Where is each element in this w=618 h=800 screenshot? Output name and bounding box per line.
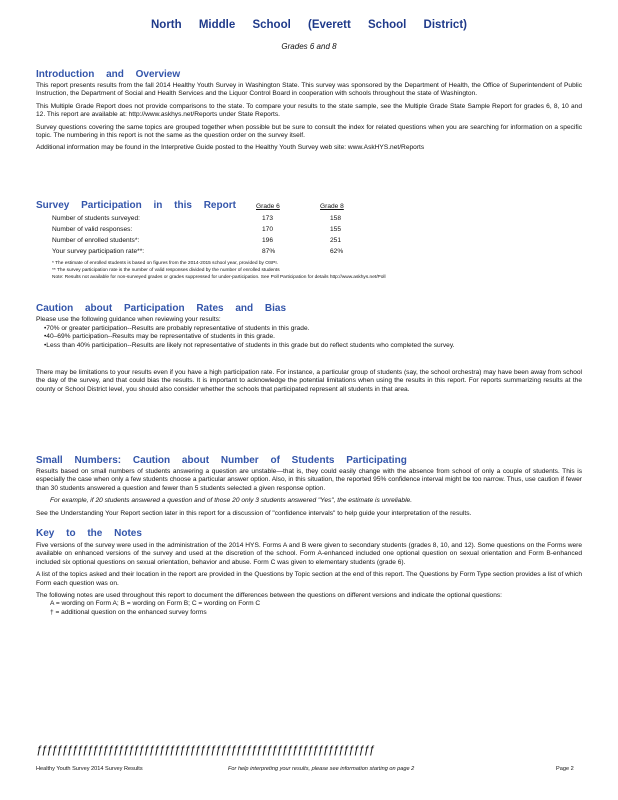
footer-help-text: For help interpreting your results, please see information starting on page 2	[228, 766, 415, 772]
caution-bullets	[44, 325, 582, 350]
small-numbers-example: For example, if 20 students answered a question and of those 20 only 3 students answered "Yes", the estimate is unreliable.	[50, 497, 413, 505]
row-label: Your survey participation rate**:	[52, 248, 145, 255]
intro-section	[36, 82, 582, 153]
notes-paragraph-2: A list of the topics asked and their location in the report are provided in the Questions by Topic section at the end of this report. The Questions by Form Type section provides a list of which Form each question was on.	[36, 571, 582, 587]
intro-paragraph-4: Additional information may be found in the Interpretive Guide posted to the Healthy Youth Survey web site: www.AskHYS.net/Reports	[36, 144, 425, 152]
intro-paragraph-3: Survey questions covering the same topics are grouped together when possible but be sure to consult the index for related questions when you are searching for information on a specific topic. The numbering in this report is not the same as the question order on the survey itself.	[36, 123, 582, 140]
participation-note-2: ** The survey participation rate is the number of valid responses divided by the number of enrolled students	[52, 268, 280, 273]
page-title: North Middle School (Everett School District)	[151, 19, 467, 31]
row-grade-6: 87%	[262, 248, 276, 255]
list-item: •Less than 40% participation--Results are likely not representative of students in this grade but do reflect students who completed the survey.	[44, 341, 455, 349]
list-item: •70% or greater participation--Results are probably representative of students in this grade.	[44, 325, 310, 332]
table-row	[0, 248, 618, 257]
notes-section	[36, 542, 582, 617]
footer-left: Healthy Youth Survey 2014 Survey Results	[36, 766, 143, 772]
notes-paragraph-1: Five versions of the survey were used in the administration of the 2014 HYS. Forms A and B were given to secondary students (grades 8, 10, and 12). Some questions on the Forms were available on enhanced versions of the survey and used at the discretion of the school. Form A-enhanced included one optional question on sexual orientation and Form B-enhanced included six optional questions on sexual orientation, behavior and abuse. Form C was given to elementary students (grade 6).	[36, 542, 582, 566]
small-numbers-paragraph: Results based on small numbers of students answering a question are unstable—that is, they could easily change with the absence from school of only a couple of students. This is especially the case when only a few students choose a particular answer option. Also, in this situation, the reported 95% confidence interval might be too narrow. Thus, use caution if fewer than 30 students answered a question and fewer than 5 students selected a given response option.	[36, 468, 582, 492]
participation-note-3: Note: Results not available for non-surveyed grades or grades suppressed for under-participation. See Poll Participation for details http://www.askhys.net/Poll	[52, 275, 386, 280]
notes-legend-line-2: † = additional question on the enhanced survey forms	[50, 608, 207, 616]
notes-paragraph-3: The following notes are used throughout this report to document the differences between the questions on different versions and indicate the optional questions:	[36, 592, 503, 600]
caution-intro: Please use the following guidance when reviewing your results:	[36, 316, 221, 323]
small-numbers-section	[36, 468, 582, 518]
caution-heading: Caution about Participation Rates and Bias	[36, 303, 287, 314]
page-subtitle: Grades 6 and 8	[281, 42, 337, 51]
intro-heading: Introduction and Overview	[36, 69, 181, 80]
participation-header	[0, 203, 618, 212]
row-grade-6: 173	[262, 215, 274, 222]
row-label: Number of valid responses:	[52, 226, 133, 233]
row-grade-6: 196	[262, 237, 274, 244]
footer-divider: ƒƒƒƒƒƒƒƒƒƒƒƒƒƒƒƒƒƒƒƒƒƒƒƒƒƒƒƒƒƒƒƒƒƒƒƒƒƒƒƒƒƒƒƒƒƒƒƒƒƒƒƒƒƒƒƒƒƒƒƒƒƒƒƒƒƒ	[36, 744, 374, 756]
row-label: Number of students surveyed:	[52, 215, 140, 222]
caution-paragraph: There may be limitations to your results even if you have a high participation rate. For instance, a particular group of students (say, the school orchestra) may have been away from school the day of the survey, and that could bias the results. It is important to acknowledge the potential limitations when using the results in this report. For reports summarizing results at the county or School District level, you should also consider whether the schools that participated represent all students in that area.	[36, 369, 582, 393]
row-grade-8: 158	[330, 215, 342, 222]
participation-heading: Survey Participation in this Report	[36, 200, 236, 211]
row-grade-8: 155	[330, 226, 342, 233]
row-grade-6: 170	[262, 226, 274, 233]
table-row	[0, 226, 618, 235]
page-number: Page 2	[556, 766, 574, 772]
small-numbers-heading: Small Numbers: Caution about Number of Students Participating	[36, 455, 407, 466]
table-row	[0, 237, 618, 246]
row-grade-8: 251	[330, 237, 342, 244]
grade-8-header: Grade 8	[320, 203, 344, 210]
grade-6-header: Grade 6	[256, 203, 280, 210]
intro-paragraph-2: This Multiple Grade Report does not provide comparisons to the state. To compare your results to the state sample, see the Multiple Grade State Sample Report for grades 6, 8, 10 and 12. This report are available at: http://www.askhys.net/Reports under State Reports.	[36, 102, 582, 119]
row-label: Number of enrolled students*:	[52, 237, 140, 244]
participation-note-1: * The estimate of enrolled students is based on figures from the 2014-2015 school year, provided by OSPI.	[52, 261, 279, 266]
notes-legend-line-1: A = wording on Form A; B = wording on Form B; C = wording on Form C	[50, 600, 261, 608]
row-grade-8: 62%	[330, 248, 344, 255]
notes-heading: Key to the Notes	[36, 528, 142, 539]
list-item: •40–69% participation--Results may be representative of students in this grade.	[44, 333, 276, 341]
table-row	[0, 215, 618, 224]
intro-paragraph-1: This report presents results from the fall 2014 Healthy Youth Survey in Washington State. This survey was sponsored by the Department of Health, the Office of Superintendent of Public Instruction, the Department of Social and Health Services and the Liquor Control Board in cooperation with schools throughout the state of Washington.	[36, 82, 582, 98]
small-numbers-paragraph-2: See the Understanding Your Report section later in this report for a discussion of "confidence intervals" to help guide your interpretation of the results.	[36, 509, 472, 517]
